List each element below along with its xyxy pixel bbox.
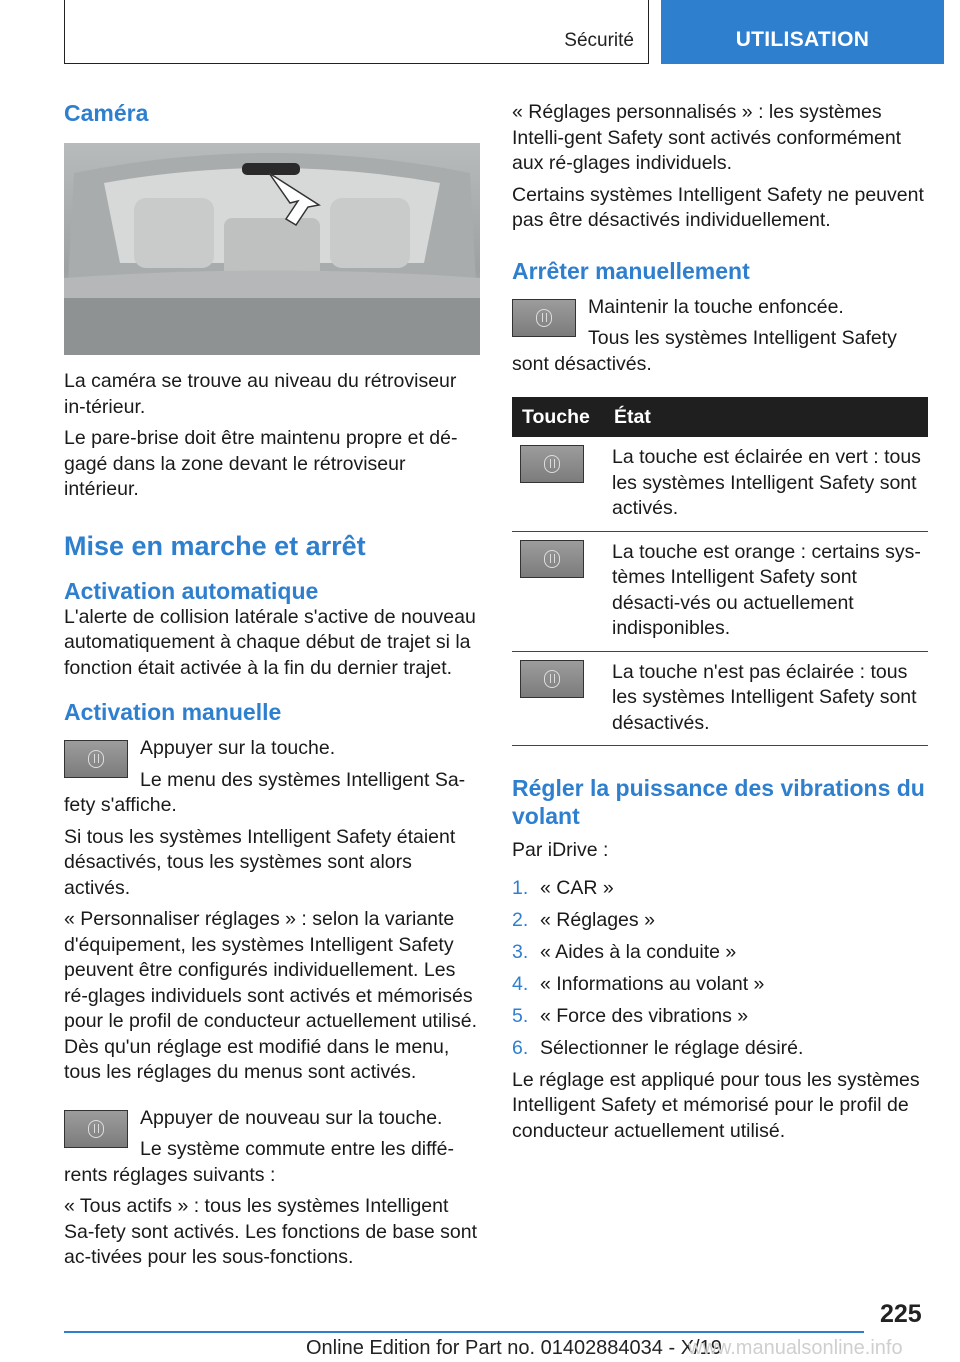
table-cell-state: La touche est éclairée en vert : tous les systèmes Intelligent Safety sont activés. <box>604 437 928 531</box>
table-cell-state: La touche est orange : certains sys-tèmes Intelligent Safety sont désacti-vés ou actuellement indisponibles. <box>604 531 928 651</box>
stop-step-hold: Maintenir la touche enfoncée. <box>588 295 844 318</box>
camera-photo <box>64 143 480 355</box>
camera-text-2: Le pare-brise doit être maintenu propre et dé-gagé dans la zone devant le rétroviseur intérieur. <box>64 427 458 500</box>
custom-settings-text: « Réglages personnalisés » : les systèmes Intelli-gent Safety sont activés conformément aux ré-glages individuels. <box>512 101 902 174</box>
car-interior-illustration <box>64 143 480 355</box>
manual-text-2: « Personnaliser réglages » : selon la variante d'équipement, les systèmes Intelligent Safety peuvent être configurés individuellement. Les ré-glages individuels sont activés et mémorisés pour le profil de conducteur actuellement utilisé. Dès qu'un réglage est modifié dans le menu, tous les réglages du menus sont activés. <box>64 908 477 1083</box>
vibration-steps <box>512 872 928 1064</box>
intelligent-safety-icon <box>544 455 560 473</box>
intelligent-safety-icon <box>544 670 560 688</box>
key-state-table <box>512 397 928 746</box>
safety-button-image <box>520 445 584 483</box>
list-item: 1. « CAR » <box>512 876 614 899</box>
header-section-title: Sécurité <box>564 30 634 51</box>
list-item: 4. « Informations au volant » <box>512 972 765 995</box>
list-item: 3. « Aides à la conduite » <box>512 940 737 963</box>
table-header-row <box>512 397 928 437</box>
intelligent-safety-icon <box>536 309 552 327</box>
vibration-intro: Par iDrive : <box>512 839 609 861</box>
manual-step-press: Appuyer sur la touche. <box>140 737 336 759</box>
table-cell-key <box>512 651 604 746</box>
footer-watermark: www.manualsonline.info <box>688 1337 903 1359</box>
safety-button-image <box>64 740 128 778</box>
vibration-heading: Régler la puissance des vibrations du volant <box>512 775 925 829</box>
safety-button-image <box>520 660 584 698</box>
right-column <box>512 100 928 1150</box>
certain-systems-text: Certains systèmes Intelligent Safety ne peuvent pas être désactivés individuellement. <box>512 183 924 231</box>
manual-activation-heading: Activation manuelle <box>64 699 282 725</box>
footer-edition: Online Edition for Part no. 01402884034 - X/19 <box>306 1337 722 1359</box>
manual-text-1: Si tous les systèmes Intelligent Safety étaient désactivés, tous les systèmes sont alors activés. <box>64 825 456 899</box>
again-text: « Tous actifs » : tous les systèmes Intelligent Sa-fety sont activés. Les fonctions de base sont ac-tivées pour les sous-fonctions. <box>64 1195 477 1268</box>
page-number: 225 <box>880 1300 922 1328</box>
list-item: 5. « Force des vibrations » <box>512 1004 749 1027</box>
camera-text-1: La caméra se trouve au niveau du rétroviseur in-térieur. <box>64 370 457 418</box>
table-row <box>512 531 928 651</box>
stop-manual-heading: Arrêter manuellement <box>512 257 750 284</box>
left-column <box>64 100 480 1277</box>
table-row <box>512 437 928 531</box>
table-header-state: État <box>604 397 928 437</box>
camera-heading: Caméra <box>64 100 149 126</box>
list-item: 6. Sélectionner le réglage désiré. <box>512 1036 804 1059</box>
safety-button-image <box>64 1110 128 1148</box>
intelligent-safety-icon <box>88 1120 104 1138</box>
header-section-box <box>64 0 649 64</box>
table-cell-state: La touche n'est pas éclairée : tous les systèmes Intelligent Safety sont désactivés. <box>604 651 928 746</box>
auto-activation-text: L'alerte de collision latérale s'active de nouveau automatiquement à chaque début de trajet si la fonction était activée à la fin du dernier trajet. <box>64 605 476 679</box>
onoff-heading: Mise en marche et arrêt <box>64 530 366 561</box>
table-row <box>512 651 928 746</box>
auto-activation-heading: Activation automatique <box>64 577 319 604</box>
list-item: 2. « Réglages » <box>512 908 655 931</box>
again-step-switch: Le système commute entre les diffé-rents réglages suivants : <box>64 1138 454 1186</box>
stop-step-result: Tous les systèmes Intelligent Safety sont désactivés. <box>512 327 897 375</box>
table-cell-key <box>512 437 604 531</box>
again-step-press: Appuyer de nouveau sur la touche. <box>140 1106 443 1129</box>
vibration-outro: Le réglage est appliqué pour tous les systèmes Intelligent Safety et mémorisé pour le profil de conducteur actuellement utilisé. <box>512 1068 920 1142</box>
safety-button-image <box>520 540 584 578</box>
table-header-key: Touche <box>512 397 604 437</box>
footer-rule <box>64 1331 864 1333</box>
table-cell-key <box>512 531 604 651</box>
safety-button-image <box>512 299 576 337</box>
header-chapter-tab: UTILISATION <box>661 0 944 64</box>
intelligent-safety-icon <box>544 550 560 568</box>
manual-step-menu: Le menu des systèmes Intelligent Sa-fety s'affiche. <box>64 768 466 816</box>
intelligent-safety-icon <box>88 750 104 768</box>
